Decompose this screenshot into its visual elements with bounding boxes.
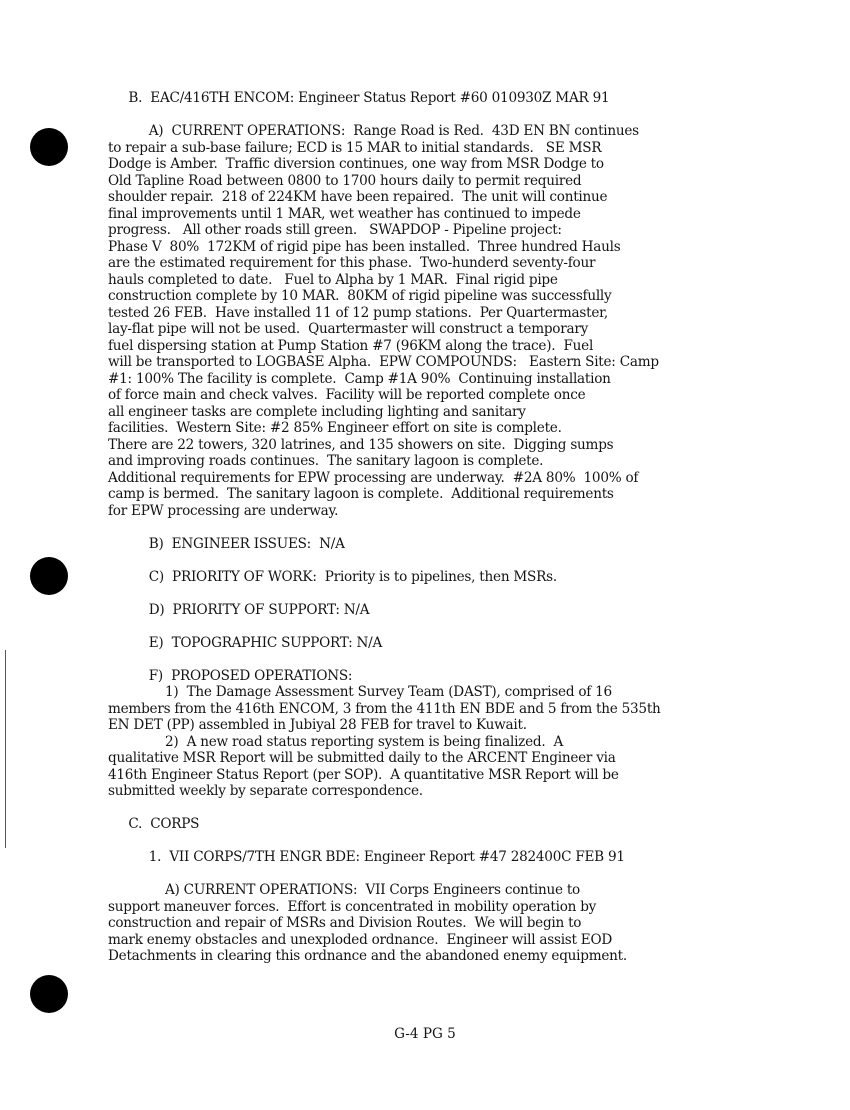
text-line: and improving roads continues. The sanitary lagoon is complete. <box>108 453 544 469</box>
text-line: 1) The Damage Assessment Survey Team (DAST), comprised of 16 <box>108 684 612 700</box>
text-line: all engineer tasks are complete including lighting and sanitary <box>108 403 526 420</box>
text-line: construction complete by 10 MAR. 80KM of rigid pipeline was successfully <box>108 288 612 304</box>
text-line: B) ENGINEER ISSUES: N/A <box>108 535 345 552</box>
text-line: of force main and check valves. Facility will be reported complete once <box>108 387 586 403</box>
punch-hole-middle <box>30 557 68 595</box>
text-line: hauls completed to date. Fuel to Alpha by 1 MAR. Final rigid pipe <box>108 271 558 288</box>
text-line: E) TOPOGRAPHIC SUPPORT: N/A <box>108 634 383 651</box>
text-line: C) PRIORITY OF WORK: Priority is to pipelines, then MSRs. <box>108 568 557 585</box>
text-line: #1: 100% The facility is complete. Camp #1A 90% Continuing installation <box>108 370 611 387</box>
scan-edge-mark <box>5 650 6 840</box>
text-line: F) PROPOSED OPERATIONS: <box>108 667 353 684</box>
text-line: Dodge is Amber. Traffic diversion continues, one way from MSR Dodge to <box>108 156 604 172</box>
text-line: facilities. Western Site: #2 85% Engineer effort on site is complete. <box>108 420 562 436</box>
punch-hole-bottom <box>30 975 68 1013</box>
text-line: construction and repair of MSRs and Division Routes. We will begin to <box>108 915 582 931</box>
text-line: will be transported to LOGBASE Alpha. EPW COMPOUNDS: Eastern Site: Camp <box>108 354 659 370</box>
text-line: C. CORPS <box>108 816 200 832</box>
text-line: EN DET (PP) assembled in Jubiyal 28 FEB for travel to Kuwait. <box>108 717 527 733</box>
text-line: A) CURRENT OPERATIONS: Range Road is Red. 43D EN BN continues <box>108 123 639 139</box>
text-line: qualitative MSR Report will be submitted daily to the ARCENT Engineer via <box>108 750 616 766</box>
text-line: lay-flat pipe will not be used. Quartermaster will construct a temporary <box>108 321 589 337</box>
text-line: final improvements until 1 MAR, wet weather has continued to impede <box>108 205 581 222</box>
text-line: 2) A new road status reporting system is being finalized. A <box>108 733 564 750</box>
text-line: submitted weekly by separate correspondence. <box>108 783 423 799</box>
text-line: There are 22 towers, 320 latrines, and 135 showers on site. Digging sumps <box>108 436 614 453</box>
text-line: 416th Engineer Status Report (per SOP). A quantitative MSR Report will be <box>108 766 619 783</box>
text-line: Phase V 80% 172KM of rigid pipe has been installed. Three hundred Hauls <box>108 238 621 255</box>
text-line: for EPW processing are underway. <box>108 502 339 519</box>
text-line: support maneuver forces. Effort is concentrated in mobility operation by <box>108 898 597 915</box>
text-line: B. EAC/416TH ENCOM: Engineer Status Report #60 010930Z MAR 91 <box>108 90 610 106</box>
text-line: A) CURRENT OPERATIONS: VII Corps Engineers continue to <box>108 882 580 898</box>
text-line: to repair a sub-base failure; ECD is 15 MAR to initial standards. SE MSR <box>108 139 602 156</box>
text-line: members from the 416th ENCOM, 3 from the 411th EN BDE and 5 from the 535th <box>108 700 661 717</box>
page-footer: G-4 PG 5 <box>394 1026 456 1042</box>
text-line: progress. All other roads still green. SWAPDOP - Pipeline project: <box>108 222 562 238</box>
text-line: D) PRIORITY OF SUPPORT: N/A <box>108 601 370 618</box>
text-line: Detachments in clearing this ordnance and the abandoned enemy equipment. <box>108 948 627 964</box>
punch-hole-top <box>30 128 68 166</box>
text-line: 1. VII CORPS/7TH ENGR BDE: Engineer Report #47 282400C FEB 91 <box>108 849 625 865</box>
text-line: Additional requirements for EPW processing are underway. #2A 80% 100% of <box>108 469 639 486</box>
text-line: are the estimated requirement for this phase. Two-hunderd seventy-four <box>108 255 596 271</box>
scan-edge-mark <box>5 820 6 848</box>
text-line: Old Tapline Road between 0800 to 1700 hours daily to permit required <box>108 172 582 189</box>
text-line: camp is bermed. The sanitary lagoon is complete. Additional requirements <box>108 486 614 502</box>
text-line: mark enemy obstacles and unexploded ordnance. Engineer will assist EOD <box>108 931 613 948</box>
text-line: fuel dispersing station at Pump Station #7 (96KM along the trace). Fuel <box>108 337 594 354</box>
text-line: shoulder repair. 218 of 224KM have been repaired. The unit will continue <box>108 189 608 205</box>
text-line: tested 26 FEB. Have installed 11 of 12 pump stations. Per Quartermaster, <box>108 304 608 321</box>
